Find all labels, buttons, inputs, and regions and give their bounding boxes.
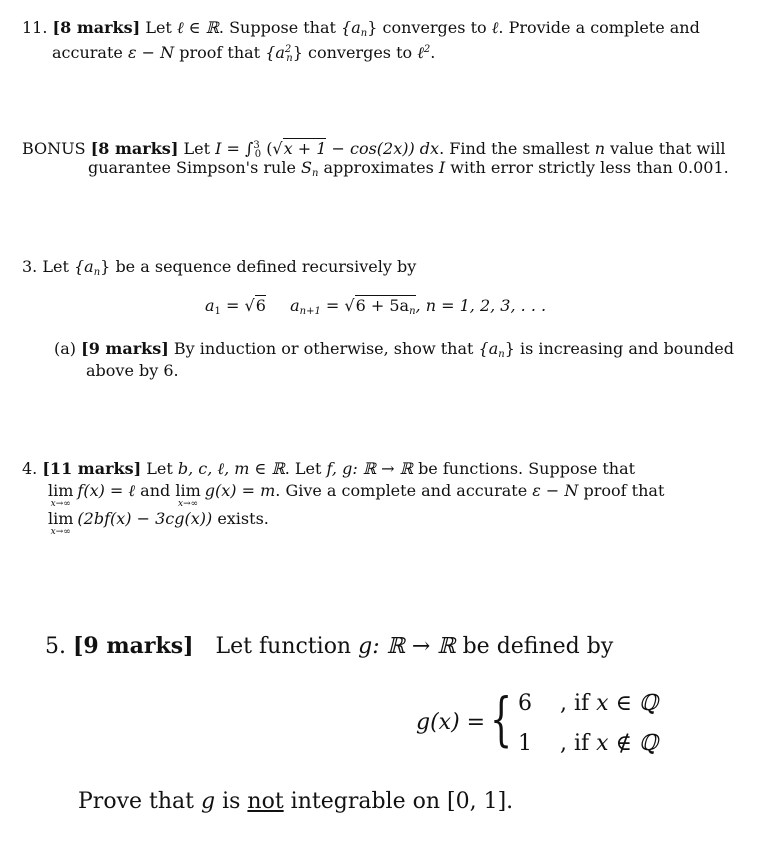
q11-text: converges to — [382, 18, 487, 37]
q3-text: be a sequence defined recursively by — [115, 257, 417, 276]
q3-eq-term: , n = 1, 2, 3, . . . — [415, 296, 547, 315]
q4-limit-1 — [48, 482, 73, 509]
q5-marks: [9 marks] — [73, 633, 194, 659]
bonus-math-sub: 0 — [254, 149, 262, 160]
q11-math: {a — [265, 43, 285, 62]
q3a-math: {a — [478, 339, 499, 358]
q4-math: f(x) = ℓ — [77, 481, 136, 500]
q5-text: Let function — [215, 634, 352, 659]
q3-eq-sub: 1 — [214, 306, 221, 317]
q3a-text: By induction or otherwise, show that — [173, 339, 474, 358]
q4-math: f, g: ℝ → ℝ — [326, 459, 413, 478]
q4-number: 4. — [22, 459, 38, 478]
q4-text: exists. — [217, 509, 269, 528]
q5-text: Prove that — [78, 789, 194, 814]
bonus-text: guarantee Simpson's rule — [88, 158, 296, 177]
lim-under: x→∞ — [50, 527, 71, 537]
q3-number: 3. — [22, 257, 38, 276]
q11-math: ε − N — [127, 43, 175, 62]
lim-word: lim — [48, 509, 74, 528]
q11-marks: [8 marks] — [52, 18, 141, 37]
q3-math: } — [100, 257, 111, 276]
q4-line-1 — [22, 459, 635, 479]
q4-marks: [11 marks] — [42, 459, 142, 478]
q11-math-sup: 2 — [423, 44, 431, 55]
q11-number: 11. — [22, 18, 48, 37]
bonus-math: − cos(2x)) dx — [326, 139, 440, 158]
bonus-text: . Find the smallest — [439, 139, 590, 158]
q4-text: Let — [146, 459, 173, 478]
bonus-math-sup: 3 — [253, 140, 260, 151]
q4-text: . Let — [284, 459, 322, 478]
q3-eq-term: 6 — [255, 296, 266, 315]
q11-text: accurate — [52, 43, 123, 62]
q5-prove-line — [78, 788, 513, 816]
q3-recurrence-equation — [205, 296, 546, 322]
q11-text: . — [430, 43, 436, 62]
q3a-marks: [9 marks] — [81, 339, 169, 358]
q5-text: is — [222, 789, 241, 814]
bonus-math: S — [301, 158, 312, 177]
q11-text: proof that — [179, 43, 261, 62]
q3a-label: (a) — [54, 339, 77, 358]
q5-math: g(x) = — [416, 710, 486, 735]
bonus-label: BONUS — [22, 139, 86, 158]
q11-text: . Provide a complete and — [498, 18, 700, 37]
q11-math: } — [367, 18, 378, 37]
q4-math: g(x) = m — [204, 481, 276, 500]
q5-case-2 — [518, 730, 658, 758]
q5-case-math: x ∉ ℚ — [596, 731, 659, 756]
q11-math: ℓ ∈ ℝ — [176, 18, 219, 37]
q4-line-3 — [48, 510, 269, 537]
bonus-math: (√ — [266, 139, 283, 158]
q3-eq-term: = √ — [320, 296, 355, 315]
q11-math-sub: n — [286, 53, 293, 64]
q4-text: proof that — [583, 481, 665, 500]
q5-underlined-not: not — [247, 789, 284, 814]
q3-text: Let — [42, 257, 69, 276]
lim-word: lim — [175, 481, 201, 500]
q3-eq-term: 6 + 5a — [355, 296, 410, 315]
q3a-text: is increasing and bounded — [519, 339, 734, 358]
bonus-math: I — [438, 158, 446, 177]
bonus-math: I = ∫ — [215, 139, 254, 158]
lim-word: lim — [48, 481, 74, 500]
bonus-math: x + 1 — [283, 139, 327, 158]
q5-case-1 — [518, 690, 658, 718]
q11-line-2 — [52, 40, 435, 69]
q11-math: } — [292, 43, 303, 62]
q5-case-value: 6 — [518, 691, 532, 716]
bonus-marks: [8 marks] — [90, 139, 179, 158]
lim-under: x→∞ — [50, 499, 71, 509]
bonus-line-2 — [88, 158, 729, 184]
q11-text: converges to — [308, 43, 413, 62]
bonus-text: value that will — [610, 139, 726, 158]
q5-math: g — [200, 789, 216, 814]
q4-limit-3 — [48, 510, 73, 537]
q3-eq-term: a — [290, 296, 300, 315]
q5-case-text: , if — [560, 731, 590, 756]
q5-function-lhs — [416, 709, 485, 737]
q5-text: integrable on — [290, 789, 440, 814]
bonus-text: Let — [183, 139, 211, 158]
q4-line-2 — [48, 482, 664, 509]
q3-eq-sub: n+1 — [299, 306, 321, 317]
q4-text: be functions. Suppose that — [418, 459, 636, 478]
q11-math: {a — [341, 18, 361, 37]
q11-math: ℓ — [417, 43, 424, 62]
lim-under: x→∞ — [178, 499, 199, 509]
q4-math: b, c, ℓ, m ∈ ℝ — [177, 459, 285, 478]
q3-line-1 — [22, 257, 416, 283]
q4-math: (2bf(x) − 3cg(x)) — [77, 509, 213, 528]
q4-text: . Give a complete and accurate — [275, 481, 528, 500]
q11-math-sub: n — [360, 28, 368, 39]
bonus-text: with error strictly less than 0.001. — [450, 158, 729, 177]
q3-math: {a — [73, 257, 94, 276]
q3-eq-sub: n — [409, 306, 416, 317]
q3a-math-sub: n — [498, 349, 505, 360]
q5-line-1 — [45, 632, 613, 661]
q11-math-sup: 2 — [284, 44, 292, 55]
bonus-math-sub: n — [311, 168, 319, 179]
q5-text: be defined by — [462, 634, 614, 659]
q3a-line-2: above by 6. — [86, 361, 179, 380]
q5-number: 5. — [45, 634, 66, 659]
q3a-math: } — [504, 339, 515, 358]
q3-math-sub: n — [93, 267, 101, 278]
q4-math: ε − N — [532, 481, 579, 500]
q5-case-math: x ∈ ℚ — [596, 691, 659, 716]
bonus-text: approximates — [323, 158, 434, 177]
q5-math: g: ℝ → ℝ — [358, 634, 456, 659]
q11-text: . Suppose that — [218, 18, 336, 37]
q5-case-value: 1 — [518, 731, 532, 756]
q3-eq-term: = √ — [220, 296, 255, 315]
q5-case-text: , if — [560, 691, 590, 716]
q4-text: and — [140, 481, 171, 500]
q3-eq-term: a — [205, 296, 215, 315]
q4-limit-2 — [175, 482, 200, 509]
bonus-math: n — [594, 139, 606, 158]
q5-brace: { — [490, 685, 513, 753]
q5-math: [0, 1]. — [447, 789, 514, 814]
q11-text: Let — [145, 18, 172, 37]
q11-math: ℓ — [491, 18, 499, 37]
